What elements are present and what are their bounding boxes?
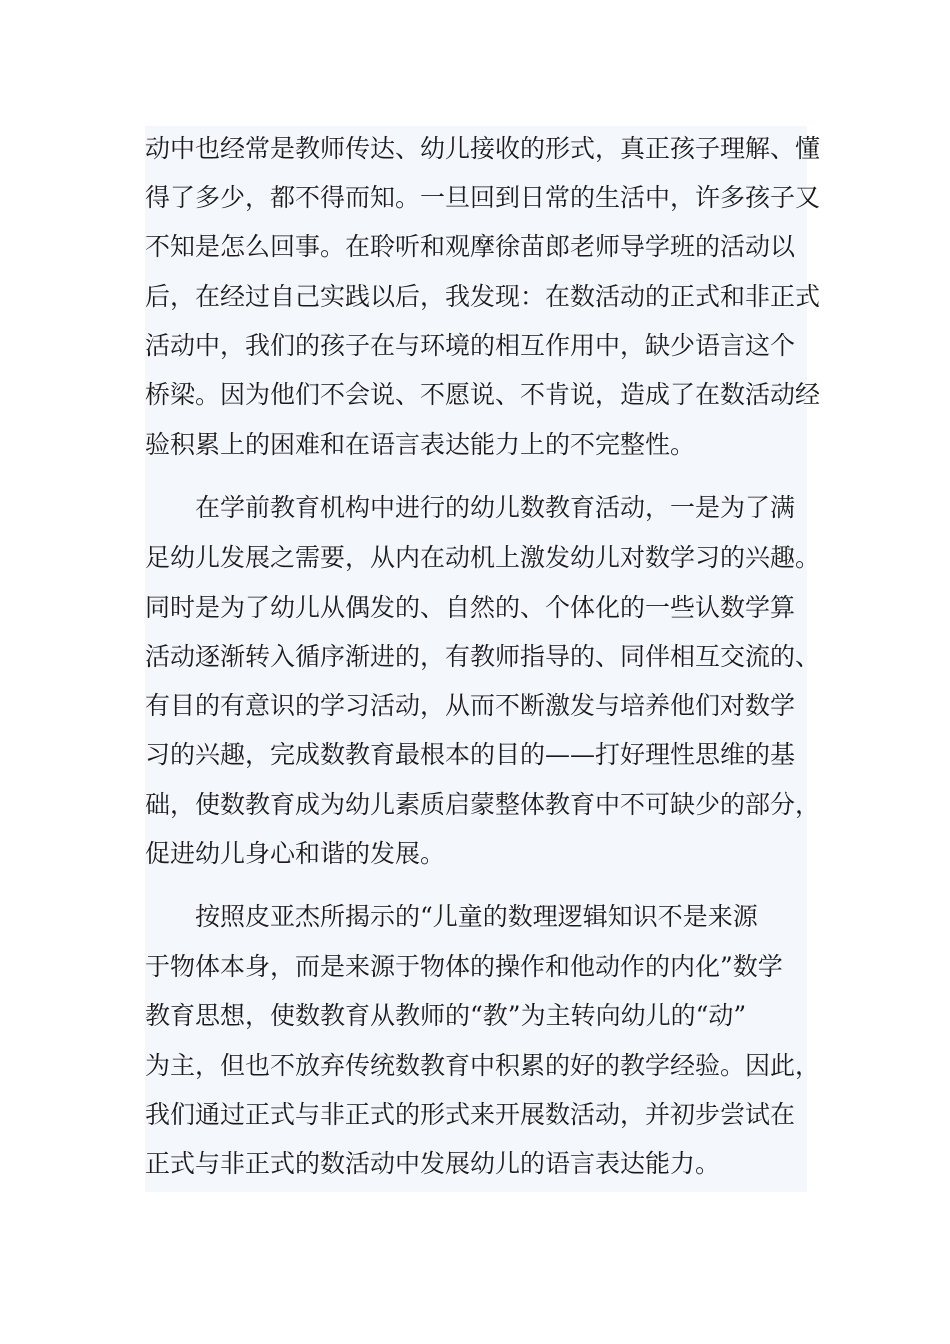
paragraph-1-line-1: 动中也经常是教师传达、幼儿接收的形式，真正孩子理解、懂 <box>145 134 821 163</box>
paragraph-1-line-6: 桥梁。因为他们不会说、不愿说、不肯说，造成了在数活动经 <box>145 380 821 409</box>
paragraph-2-line-5: 有目的有意识的学习活动，从而不断激发与培养他们对数学 <box>145 691 796 720</box>
paragraph-2-line-7: 础，使数教育成为幼儿素质启蒙整体教育中不可缺少的部分， <box>145 790 821 819</box>
paragraph-1-line-3: 不知是怎么回事。在聆听和观摩徐苗郎老师导学班的活动以 <box>145 232 796 261</box>
paragraph-2-line-6: 习的兴趣，完成数教育最根本的目的——打好理性思维的基 <box>145 740 796 769</box>
paragraph-1-line-2: 得了多少，都不得而知。一旦回到日常的生活中，许多孩子又 <box>145 183 821 212</box>
paragraph-3-line-6: 正式与非正式的数活动中发展幼儿的语言表达能力。 <box>145 1149 721 1178</box>
paragraph-1-line-7: 验积累上的困难和在语言表达能力上的不完整性。 <box>145 430 696 459</box>
document-body <box>145 126 821 1192</box>
paragraph-1-line-5: 活动中，我们的孩子在与环境的相互作用中，缺少语言这个 <box>145 331 796 360</box>
paragraph-2-line-4: 活动逐渐转入循序渐进的，有教师指导的、同伴相互交流的、 <box>145 642 821 671</box>
paragraph-2-line-2: 足幼儿发展之需要，从内在动机上激发幼儿对数学习的兴趣。 <box>145 543 821 572</box>
paragraph-1-line-4: 后，在经过自己实践以后，我发现：在数活动的正式和非正式 <box>145 282 821 311</box>
paragraph-2-line-3: 同时是为了幼儿从偶发的、自然的、个体化的一些认数学算 <box>145 593 796 622</box>
paragraph-2-line-1: 在学前教育机构中进行的幼儿数教育活动，一是为了满 <box>195 493 796 522</box>
paragraph-3-line-2: 于物体本身，而是来源于物体的操作和他动作的内化”数学 <box>145 952 783 981</box>
paragraph-3-line-1: 按照皮亚杰所揭示的“儿童的数理逻辑知识不是来源 <box>195 902 758 931</box>
paragraph-3-line-4: 为主，但也不放弃传统数教育中积累的好的教学经验。因此， <box>145 1051 821 1080</box>
paragraph-3-line-5: 我们通过正式与非正式的形式来开展数活动，并初步尝试在 <box>145 1100 796 1129</box>
paragraph-3-line-3: 教育思想，使数教育从教师的“教”为主转向幼儿的“动” <box>145 1001 747 1030</box>
paragraph-2-line-8: 促进幼儿身心和谐的发展。 <box>145 839 446 868</box>
